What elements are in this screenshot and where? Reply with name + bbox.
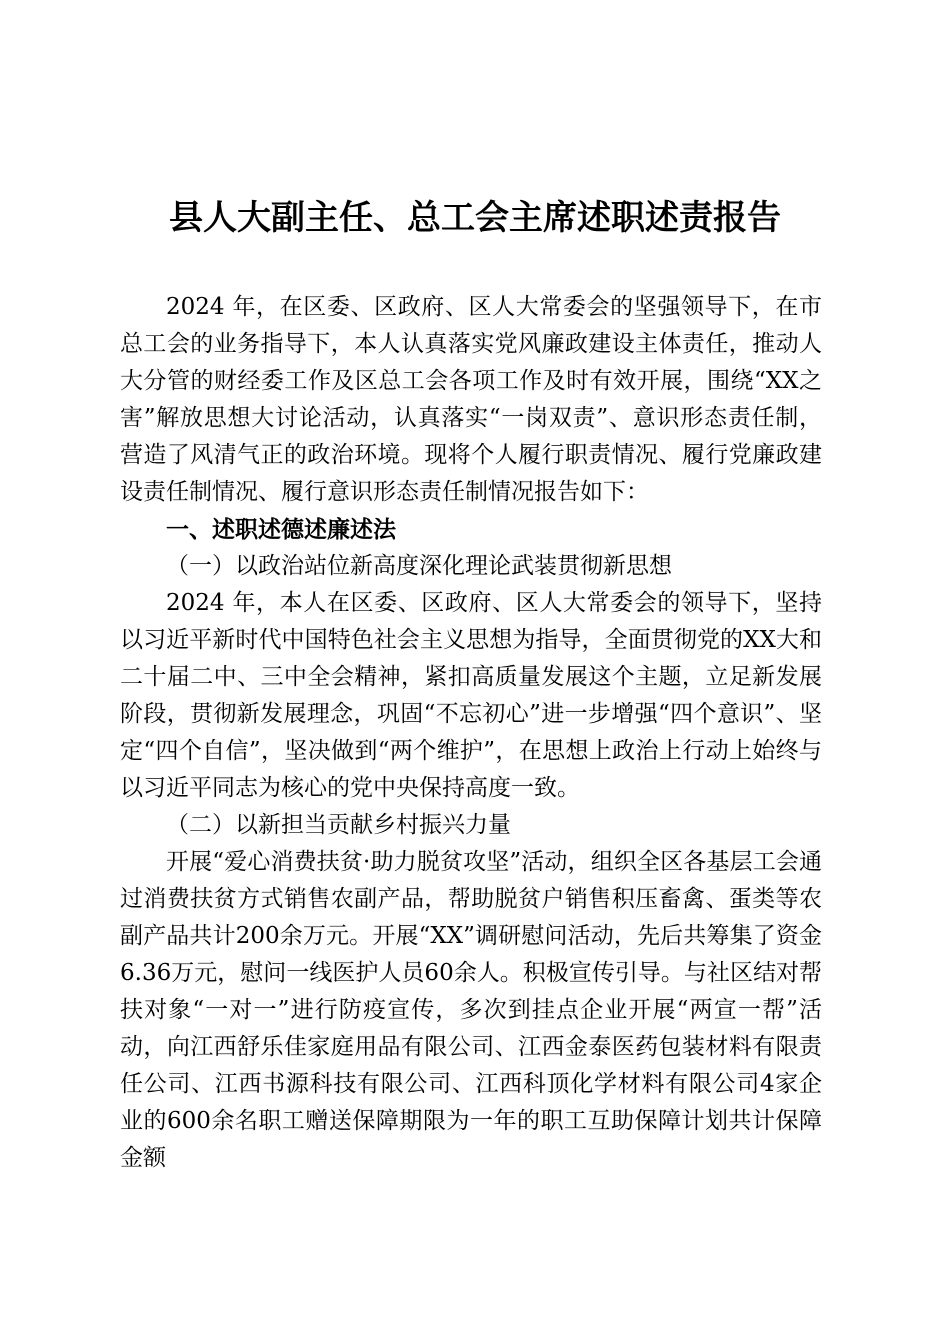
subsection-heading: （一）以政治站位新高度深化理论武装贯彻新思想	[166, 553, 672, 579]
body-paragraph: 开展“爱心消费扶贫·助力脱贫攻坚”活动，组织全区各基层工会通过消费扶贫方式销售农副产品，帮助脱贫户销售积压畜禽、蛋类等农副产品共计200余万元。开展“XX”调研慰问活动，先后共筹集了资金6.36万元，慰问一线医护人员60余人。积极宣传引导。与社区结对帮扶对象“一对一”进行防疫宣传，多次到挂点企业开展“两宣一帮”活动，向江西舒乐佳家庭用品有限公司、江西金泰医药包装材料有限责任公司、江西书源科技有限公司、江西科顶化学材料有限公司4家企业的600余名职工赠送保障期限为一年的职工互助保障计划共计保障金额	[120, 849, 822, 1171]
section-heading: 一、述职述德述廉述法	[166, 516, 396, 543]
subsection-heading: （二）以新担当贡献乡村振兴力量	[166, 812, 511, 838]
document-body	[120, 289, 822, 1177]
body-paragraph: 2024 年，本人在区委、区政府、区人大常委会的领导下，坚持以习近平新时代中国特色社会主义思想为指导，全面贯彻党的XX大和二十届二中、三中全会精神，紧扣高质量发展这个主题，立足新发展阶段，贯彻新发展理念，巩固“不忘初心”进一步增强“四个意识”、坚定“四个自信”，坚决做到“两个维护”，在思想上政治上行动上始终与以习近平同志为核心的党中央保持高度一致。	[120, 590, 822, 801]
document-title: 县人大副主任、总工会主席述职述责报告	[169, 198, 781, 238]
intro-paragraph: 2024 年，在区委、区政府、区人大常委会的坚强领导下，在市总工会的业务指导下，本人认真落实党风廉政建设主体责任，推动人大分管的财经委工作及区总工会各项工作及时有效开展，围绕“XX之害”解放思想大讨论活动，认真落实“一岗双责”、意识形态责任制，营造了风清气正的政治环境。现将个人履行职责情况、履行党廉政建设责任制情况、履行意识形态责任制情况报告如下：	[120, 294, 822, 505]
